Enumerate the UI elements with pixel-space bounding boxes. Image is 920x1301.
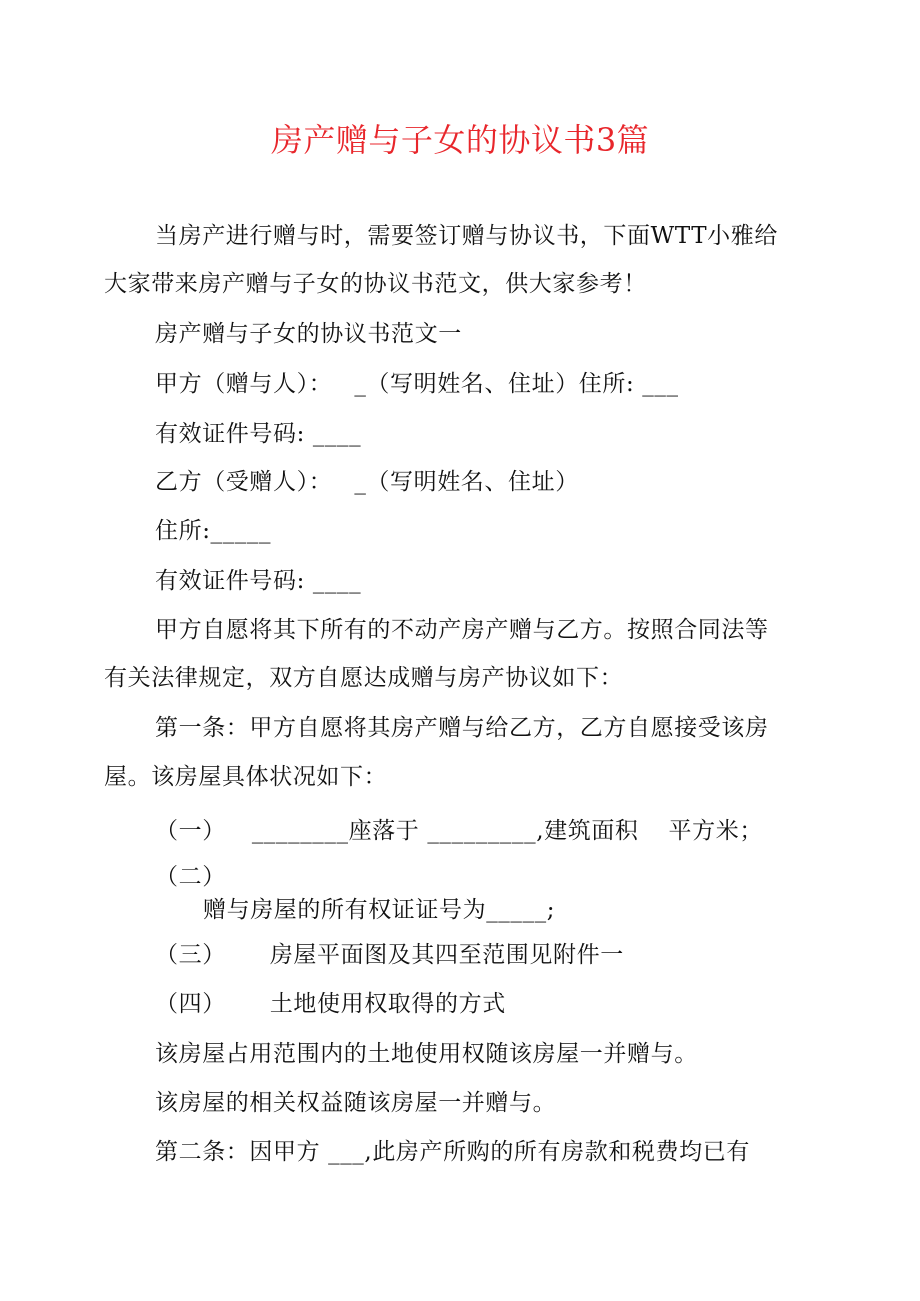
article2-line-1: 第二条：因甲方 ___,此房产所购的所有房款和税费均已有 bbox=[155, 1139, 750, 1165]
item-1-number: （一） bbox=[155, 818, 226, 844]
party-b-id: 有效证件号码: ____ bbox=[155, 568, 362, 594]
item-1 bbox=[155, 814, 763, 848]
item-3 bbox=[155, 938, 624, 972]
party-b-label: 乙方（受赠人）： bbox=[155, 469, 333, 495]
item-1-text: ________座落于 _________,建筑面积 bbox=[251, 818, 639, 844]
item-1-unit: 平方米； bbox=[668, 818, 763, 844]
party-b-address: 住所:_____ bbox=[155, 518, 272, 544]
article1-line-2: 屋。该房屋具体状况如下： bbox=[104, 764, 388, 790]
party-b-detail: _（写明姓名、住址） bbox=[354, 469, 579, 495]
preamble-line-2: 有关法律规定，双方自愿达成赠与房产协议如下： bbox=[104, 665, 624, 691]
item-2-number: （二） bbox=[155, 864, 226, 890]
section-heading: 房产赠与子女的协议书范文一 bbox=[155, 321, 462, 347]
item-2-text: 赠与房屋的所有权证证号为_____; bbox=[203, 897, 556, 923]
preamble-line-1: 甲方自愿将其下所有的不动产房产赠与乙方。按照合同法等 bbox=[155, 617, 769, 643]
item-3-number: （三） bbox=[155, 942, 226, 968]
item-4 bbox=[155, 987, 506, 1021]
party-b-line bbox=[155, 465, 579, 499]
party-a-detail: _（写明姓名、住址）住所: ___ bbox=[354, 371, 679, 397]
party-a-label: 甲方（赠与人）： bbox=[155, 371, 333, 397]
article1-line-1: 第一条：甲方自愿将其房产赠与给乙方，乙方自愿接受该房 bbox=[155, 715, 769, 741]
party-a-id: 有效证件号码: ____ bbox=[155, 421, 362, 447]
item-4-text: 土地使用权取得的方式 bbox=[269, 991, 506, 1017]
party-a-line bbox=[155, 367, 679, 401]
item-3-text: 房屋平面图及其四至范围见附件一 bbox=[269, 942, 624, 968]
land-use-clause: 该房屋占用范围内的土地使用权随该房屋一并赠与。 bbox=[155, 1041, 698, 1067]
intro-line-1: 当房产进行赠与时，需要签订赠与协议书，下面WTT小雅给 bbox=[155, 223, 778, 249]
intro-line-2: 大家带来房产赠与子女的协议书范文，供大家参考！ bbox=[104, 271, 647, 297]
item-4-number: （四） bbox=[155, 991, 226, 1017]
document-title: 房产赠与子女的协议书3篇 bbox=[270, 121, 650, 159]
rights-clause: 该房屋的相关权益随该房屋一并赠与。 bbox=[155, 1090, 557, 1116]
